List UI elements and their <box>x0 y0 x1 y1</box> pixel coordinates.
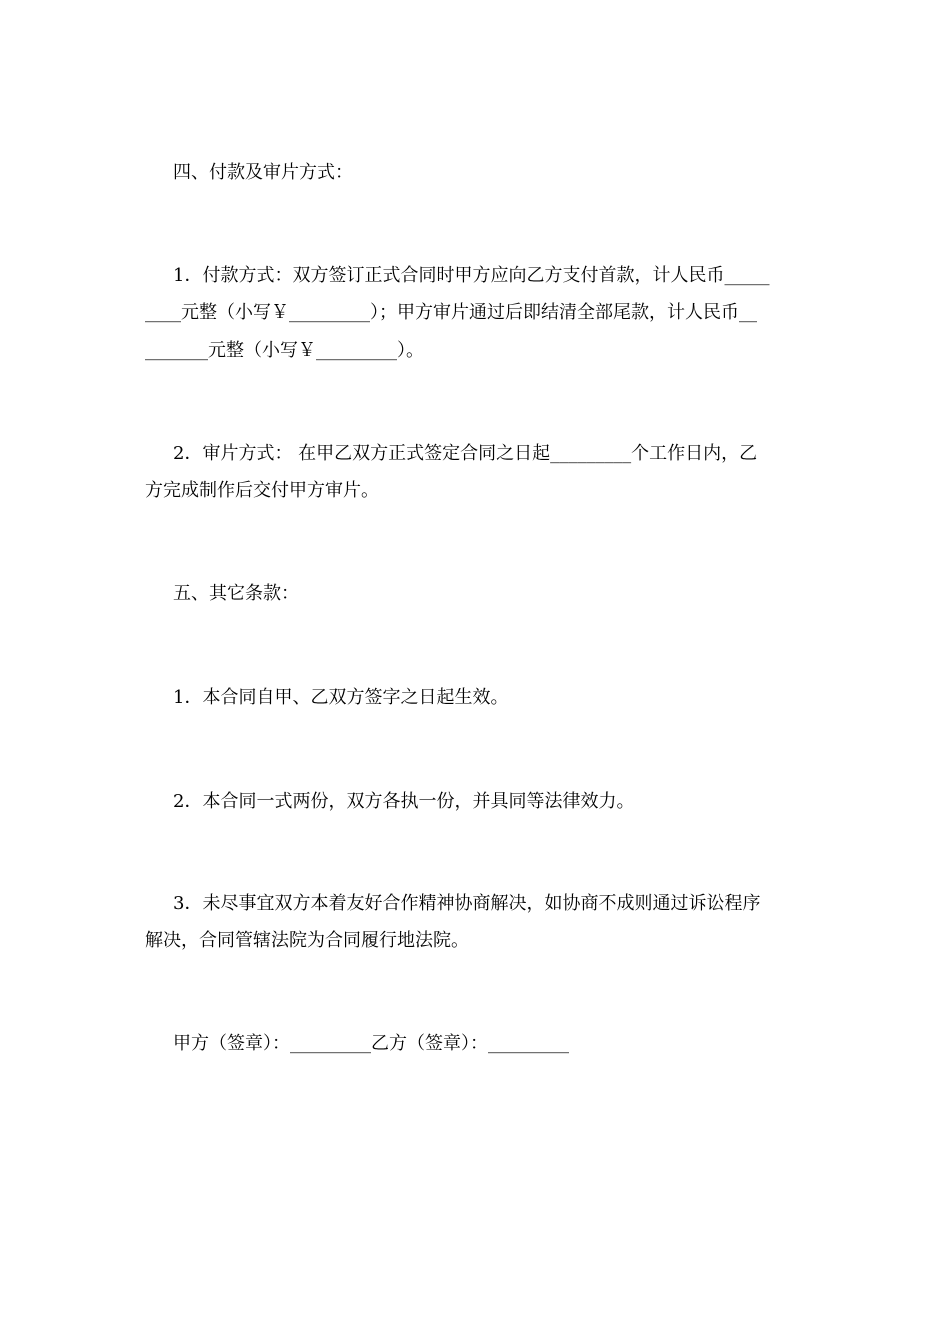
signature-line: 甲方（签章）：_________乙方（签章）：_________ <box>173 1033 569 1054</box>
payment-method-line-3: _______元整（小写￥_________）。 <box>145 340 424 361</box>
section-5-heading: 五、其它条款： <box>173 583 299 604</box>
review-method-line-2: 方完成制作后交付甲方审片。 <box>145 480 379 501</box>
payment-method-line-1: 1．付款方式：双方签订正式合同时甲方应向乙方支付首款，计人民币_____ <box>173 265 770 286</box>
payment-method-line-2: ____元整（小写￥_________）；甲方审片通过后即结清全部尾款，计人民币__ <box>145 302 757 323</box>
other-terms-item-2: 2．本合同一式两份，双方各执一份，并具同等法律效力。 <box>173 791 635 812</box>
other-terms-item-1: 1．本合同自甲、乙双方签字之日起生效。 <box>173 687 509 708</box>
other-terms-item-3-line-1: 3．未尽事宜双方本着友好合作精神协商解决，如协商不成则通过诉讼程序 <box>173 893 761 914</box>
review-method-line-1: 2．审片方式： 在甲乙双方正式签定合同之日起_________个工作日内，乙 <box>173 443 758 464</box>
other-terms-item-3-line-2: 解决，合同管辖法院为合同履行地法院。 <box>145 930 469 951</box>
section-4-heading: 四、付款及审片方式： <box>173 162 353 183</box>
